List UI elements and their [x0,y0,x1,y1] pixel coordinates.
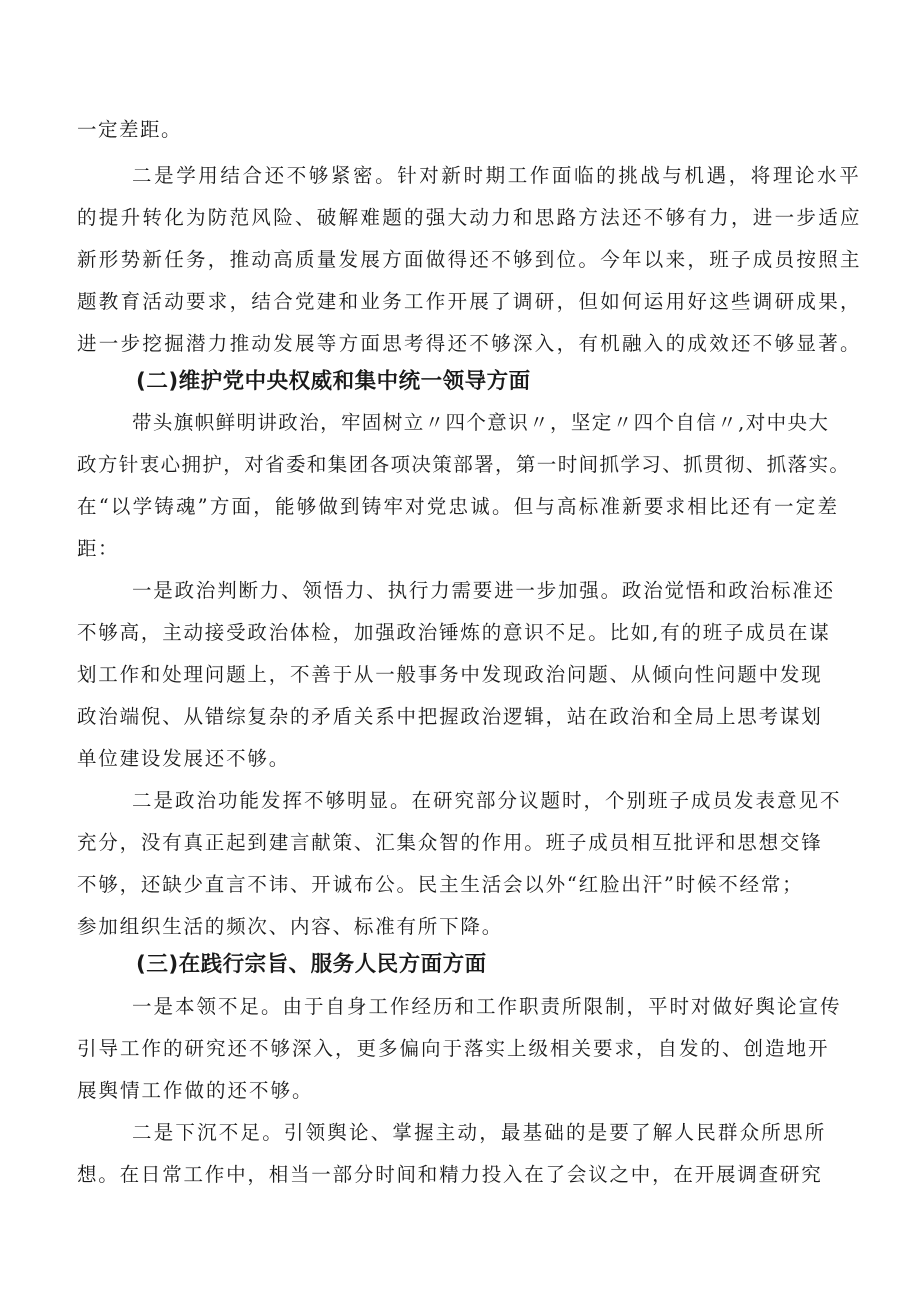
paragraph-2-line: 新形势新任务，推动高质量发展方面做得还不够到位。今年以来，班子成员按照主 [77,248,862,271]
paragraph-3-line: 在“以学铸魂”方面，能够做到铸牢对党忠诚。但与高标准新要求相比还有一定差 [77,495,840,518]
paragraph-5-line: 充分，没有真正起到建言献策、汇集众智的作用。班子成员相互批评和思想交锋 [77,831,823,854]
paragraph-4-line: 政治端倪、从错综复杂的矛盾关系中把握政治逻辑，站在政治和全局上思考谋划 [77,705,823,728]
paragraph-3-line: 政方针衷心拥护，对省委和集团各项决策部署，第一时间抓学习、抓贯彻、抓落实。 [77,453,851,476]
paragraph-6-line: 一是本领不足。由于自身工作经历和工作职责所限制，平时对做好舆论宣传 [132,995,842,1018]
section-heading-2: (二)维护党中央权威和集中统一领导方面 [136,369,531,394]
paragraph-7-line: 二是下沉不足。引领舆论、掌握主动，最基础的是要了解人民群众所思所 [132,1121,827,1144]
paragraph-2-line: 二是学用结合还不够紧密。针对新时期工作面临的挑战与机遇，将理论水平 [132,164,862,187]
paragraph-2-line: 题教育活动要求，结合党建和业务工作开展了调研，但如何运用好这些调研成果， [77,290,862,313]
paragraph-6-line: 引导工作的研究还不够深入，更多偏向于落实上级相关要求，自发的、创造地开 [77,1037,830,1060]
paragraph-1-line: 一定差距。 [77,118,183,141]
paragraph-5-line: 二是政治功能发挥不够明显。在研究部分议题时，个别班子成员发表意见不 [132,789,842,812]
paragraph-5-line: 不够，还缺少直言不讳、开诚布公。民主生活会以外“红脸出汗”时候不经常； [77,873,804,896]
paragraph-2-line: 进一步挖掘潜力推动发展等方面思考得还不够深入，有机融入的成效还不够显著。 [77,332,862,355]
paragraph-4-line: 划工作和处理问题上，不善于从一般事务中发现政治问题、从倾向性问题中发现 [77,663,823,686]
paragraph-3-line: 带头旗帜鲜明讲政治，牢固树立〃四个意识〃，坚定〃四个自信〃,对中央大 [132,411,830,434]
paragraph-2-line: 的提升转化为防范风险、破解难题的强大动力和思路方法还不够有力，进一步适应 [77,206,862,229]
paragraph-5-line: 参加组织生活的频次、内容、标准有所下降。 [77,915,504,938]
section-heading-3: (三)在践行宗旨、服务人民方面方面 [136,952,487,977]
paragraph-4-line: 单位建设发展还不够。 [77,747,291,770]
paragraph-3-line: 距： [77,537,120,560]
paragraph-4-line: 不够高，主动接受政治体检，加强政治锤炼的意识不足。比如,有的班子成员在谋 [77,621,831,644]
paragraph-4-line: 一是政治判断力、领悟力、执行力需要进一步加强。政治觉悟和政治标准还 [132,579,835,602]
paragraph-6-line: 展舆情工作做的还不够。 [77,1079,314,1102]
paragraph-7-line: 想。在日常工作中，相当一部分时间和精力投入在了会议之中，在开展调查研究 [77,1163,823,1186]
